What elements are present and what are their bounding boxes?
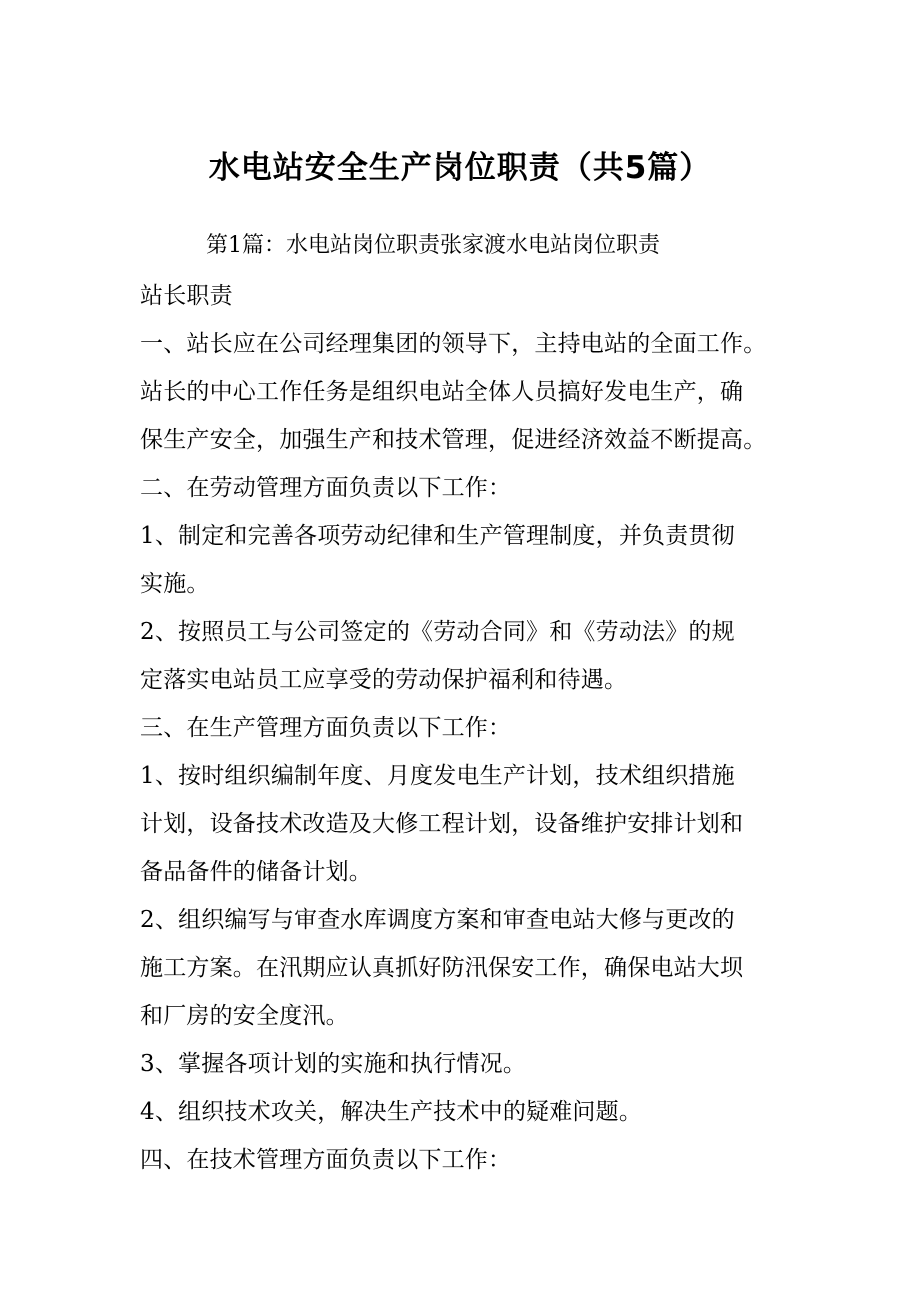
- text-line: 1、制定和完善各项劳动纪律和生产管理制度，并负责贯彻: [140, 523, 735, 549]
- text-line: 4、组织技术攻关，解决生产技术中的疑难问题。: [140, 1099, 643, 1125]
- text-line: 保生产安全，加强生产和技术管理，促进经济效益不断提高。: [140, 427, 767, 453]
- text-line: 站长职责: [140, 283, 233, 309]
- text-line: 四、在技术管理方面负责以下工作：: [140, 1147, 512, 1173]
- document-title: 水电站安全生产岗位职责（共5篇）: [208, 150, 712, 186]
- text-line: 站长的中心工作任务是组织电站全体人员搞好发电生产，确: [140, 379, 744, 405]
- text-line: 二、在劳动管理方面负责以下工作：: [140, 475, 512, 501]
- text-line: 2、按照员工与公司签定的《劳动合同》和《劳动法》的规: [140, 619, 735, 645]
- text-line: 1、按时组织编制年度、月度发电生产计划，技术组织措施: [140, 763, 735, 789]
- text-line: 三、在生产管理方面负责以下工作：: [140, 715, 512, 741]
- text-line: 实施。: [140, 571, 210, 597]
- text-line: 3、掌握各项计划的实施和执行情况。: [140, 1051, 527, 1077]
- document-subtitle: 第1篇：水电站岗位职责张家渡水电站岗位职责: [206, 233, 660, 258]
- text-line: 一、站长应在公司经理集团的领导下，主持电站的全面工作。: [140, 331, 767, 357]
- text-line: 定落实电站员工应享受的劳动保护福利和待遇。: [140, 667, 628, 693]
- text-line: 和厂房的安全度汛。: [140, 1003, 349, 1029]
- text-line: 计划，设备技术改造及大修工程计划，设备维护安排计划和: [140, 811, 744, 837]
- text-line: 施工方案。在汛期应认真抓好防汛保安工作，确保电站大坝: [140, 955, 744, 981]
- text-line: 备品备件的储备计划。: [140, 859, 372, 885]
- text-line: 2、组织编写与审查水库调度方案和审查电站大修与更改的: [140, 907, 735, 933]
